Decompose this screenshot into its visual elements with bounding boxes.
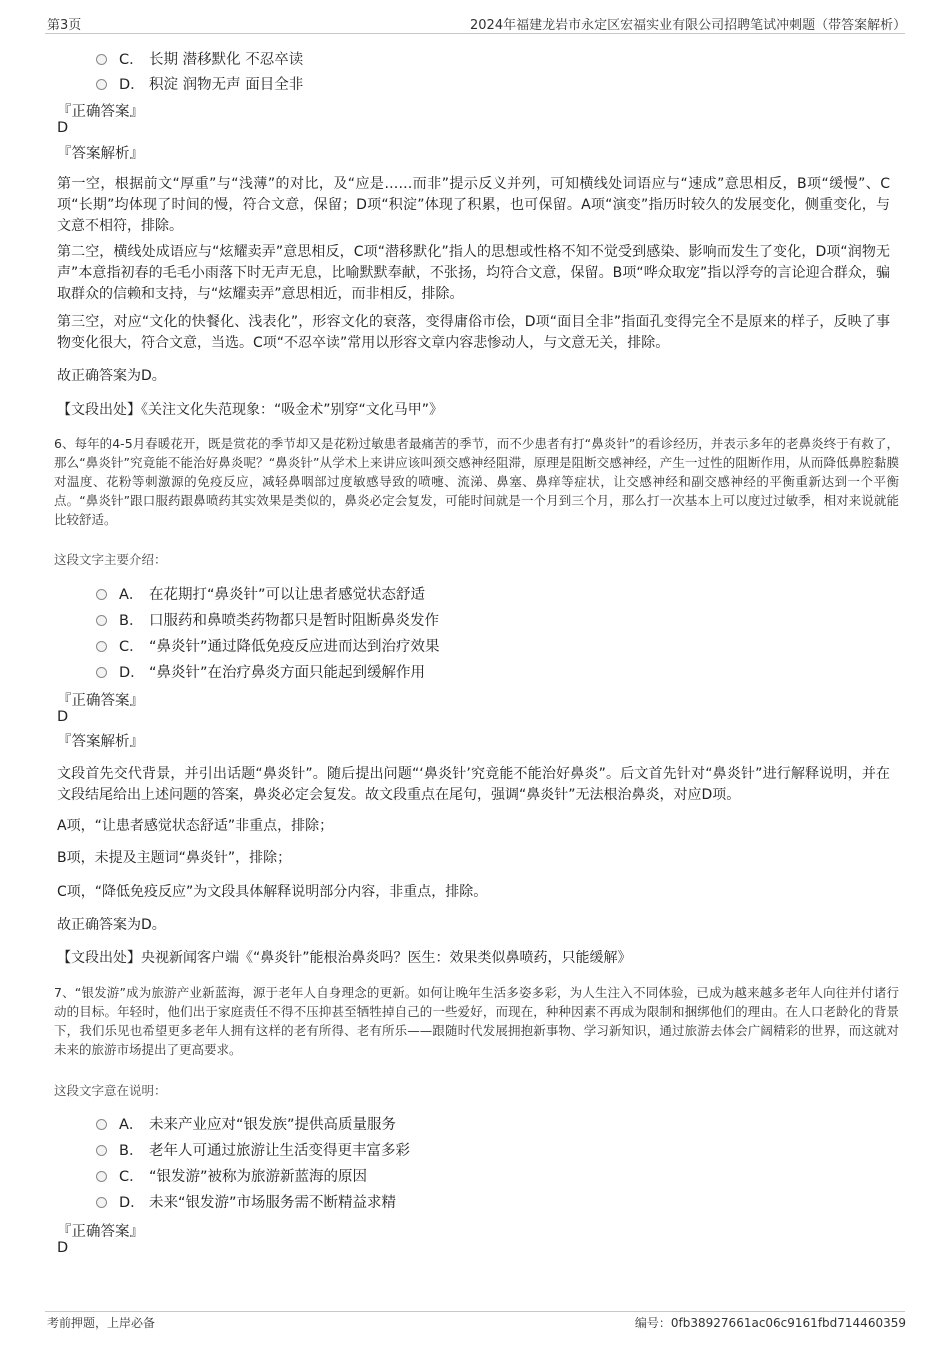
q6-analysis-option-c: C项，“降低免疫反应”为文段具体解释说明部分内容，非重点，排除。 bbox=[57, 884, 488, 900]
radio-icon[interactable] bbox=[96, 1119, 107, 1130]
q5-analysis-paragraph-2: 第二空，横线处成语应与“炫耀卖弄”意思相反，C项“潜移默化”指人的思想或性格不知不觉受到感染、影响而发生了变化，D项“润物无声”本意指初春的毛毛小雨落下时无声无息，比喻默默奉献，不张扬，均符合文意，保留。B项“哗众取宠”指以浮夸的言论迎合群众，骗取群众的信赖和支持，与“炫耀卖弄”意思相近，而非相反，排除。 bbox=[57, 244, 890, 302]
radio-icon[interactable] bbox=[96, 54, 107, 65]
option-text: 长期 潜移默化 不忍卒读 bbox=[149, 51, 304, 68]
document-id: 编号：0fb38927661ac06c9161fbd714460359 bbox=[634, 1316, 906, 1330]
q6-source: 【文段出处】央视新闻客户端《“鼻炎针”能根治鼻炎吗？医生：效果类似鼻喷药，只能缓解》 bbox=[57, 950, 632, 966]
option-letter: C． bbox=[119, 51, 144, 68]
option-letter: C． bbox=[119, 1168, 144, 1185]
q5-analysis-label: 『答案解析』 bbox=[57, 146, 144, 162]
q6-option-d[interactable] bbox=[96, 660, 425, 682]
q7-question-text: 7、“银发游”成为旅游产业新蓝海，源于老年人自身理念的更新。如何让晚年生活多姿多彩，为人生注入不同体验，已成为越来越多老年人向往并付诸行动的目标。年轻时，他们出于家庭责任不得不压抑甚至牺牲掉自己的一些爱好，而现在，种种因素不再成为限制和捆绑他们的理由。在人口老龄化的背景下，我们乐见也希望更多老年人拥有这样的老有所得、老有所乐——跟随时代发展拥抱新事物、学习新知识，通过旅游去体会广阔精彩的世界，而这就对未来的旅游市场提出了更高要求。 bbox=[54, 985, 899, 1057]
radio-icon[interactable] bbox=[96, 641, 107, 652]
q7-option-b[interactable] bbox=[96, 1138, 410, 1160]
q5-analysis-paragraph-3: 第三空，对应“文化的快餐化、浅表化”，形容文化的衰落，变得庸俗市侩，D项“面目全非”指面孔变得完全不是原来的样子，反映了事物变化很大，符合文意，当选。C项“不忍卒读”常用以形容文章内容悲惨动人，与文意无关，排除。 bbox=[57, 314, 890, 351]
q6-analysis-option-b: B项，未提及主题词“鼻炎针”，排除； bbox=[57, 850, 292, 866]
option-text: 未来“银发游”市场服务需不断精益求精 bbox=[149, 1194, 397, 1211]
q6-option-c[interactable] bbox=[96, 634, 440, 656]
q5-conclusion: 故正确答案为D。 bbox=[57, 368, 166, 384]
q6-analysis-paragraph-1: 文段首先交代背景，并引出话题“鼻炎针”。随后提出问题“‘鼻炎针’究竟能不能治好鼻炎”。后文首先针对“鼻炎针”进行解释说明，并在文段结尾给出上述问题的答案，鼻炎必定会复发。故文段重点在尾句，强调“鼻炎针”无法根治鼻炎，对应D项。 bbox=[57, 766, 890, 803]
q5-option-c[interactable] bbox=[96, 47, 303, 69]
page-number: 第3页 bbox=[47, 18, 82, 33]
option-letter: D． bbox=[119, 1194, 145, 1211]
radio-icon[interactable] bbox=[96, 589, 107, 600]
option-text: 在花期打“鼻炎针”可以让患者感觉状态舒适 bbox=[149, 586, 426, 603]
option-text: 未来产业应对“银发族”提供高质量服务 bbox=[149, 1116, 397, 1133]
radio-icon[interactable] bbox=[96, 667, 107, 678]
radio-icon[interactable] bbox=[96, 1197, 107, 1208]
document-title: 2024年福建龙岩市永定区宏福实业有限公司招聘笔试冲刺题（带答案解析） bbox=[470, 18, 907, 33]
q6-option-b[interactable] bbox=[96, 608, 439, 630]
radio-icon[interactable] bbox=[96, 1145, 107, 1156]
q5-option-d[interactable] bbox=[96, 72, 303, 94]
option-text: “银发游”被称为旅游新蓝海的原因 bbox=[149, 1168, 368, 1185]
option-letter: D． bbox=[119, 664, 145, 681]
q6-answer: D bbox=[57, 709, 69, 725]
option-letter: D． bbox=[119, 76, 145, 93]
q6-question-text: 6、每年的4-5月春暖花开，既是赏花的季节却又是花粉过敏患者最痛苦的季节，而不少患者有打“鼻炎针”的看诊经历，并表示多年的老鼻炎终于有救了，那么“鼻炎针”究竟能不能治好鼻炎呢？“鼻炎针”从学术上来讲应该叫颈交感神经阻滞，原理是阻断交感神经，产生一过性的阻断作用，从而降低鼻腔黏膜对温度、花粉等刺激源的免疫反应，减轻鼻咽部过度敏感导致的喷嚏、流涕、鼻塞、鼻痒等症状，让交感神经和副交感神经的平衡重新达到一个平衡点。“鼻炎针”跟口服药跟鼻喷药其实效果是类似的，鼻炎必定会复发，可能时间就是一个月到三个月，那么打一次基本上可以度过过敏季，相对来说就能比较舒适。 bbox=[54, 436, 900, 527]
header-divider bbox=[45, 33, 905, 34]
q5-analysis-paragraph-1: 第一空，根据前文“厚重”与“浅薄”的对比，及“应是……而非”提示反义并列，可知横线处词语应与“速成”意思相反，B项“缓慢”、C项“长期”均体现了时间的慢，符合文意，保留；D项“积淀”体现了积累，也可保留。A项“演变”指历时较久的发展变化，侧重变化，与文意不相符，排除。 bbox=[57, 176, 890, 234]
q6-prompt: 这段文字主要介绍： bbox=[54, 552, 167, 567]
q5-answer: D bbox=[57, 120, 69, 136]
q7-option-d[interactable] bbox=[96, 1190, 396, 1212]
option-letter: A． bbox=[119, 586, 144, 603]
footer-slogan: 考前押题，上岸必备 bbox=[47, 1316, 156, 1330]
option-letter: B． bbox=[119, 1142, 144, 1159]
option-text: 积淀 润物无声 面目全非 bbox=[149, 76, 304, 93]
q7-prompt: 这段文字意在说明： bbox=[54, 1083, 167, 1098]
q6-answer-label: 『正确答案』 bbox=[57, 693, 144, 709]
option-letter: C． bbox=[119, 638, 144, 655]
q7-answer-label: 『正确答案』 bbox=[57, 1224, 144, 1240]
option-letter: A． bbox=[119, 1116, 144, 1133]
option-text: “鼻炎针”在治疗鼻炎方面只能起到缓解作用 bbox=[149, 664, 426, 681]
option-letter: B． bbox=[119, 612, 144, 629]
q7-answer: D bbox=[57, 1240, 69, 1256]
q6-analysis-label: 『答案解析』 bbox=[57, 734, 144, 750]
footer-divider bbox=[45, 1311, 905, 1312]
q6-conclusion: 故正确答案为D。 bbox=[57, 917, 166, 933]
q5-answer-label: 『正确答案』 bbox=[57, 104, 144, 120]
option-text: 口服药和鼻喷类药物都只是暂时阻断鼻炎发作 bbox=[149, 612, 439, 629]
q6-option-a[interactable] bbox=[96, 582, 425, 604]
q7-option-a[interactable] bbox=[96, 1112, 396, 1134]
option-text: 老年人可通过旅游让生活变得更丰富多彩 bbox=[149, 1142, 410, 1159]
radio-icon[interactable] bbox=[96, 79, 107, 90]
q5-source: 【文段出处】《关注文化失范现象：“吸金术”别穿“文化马甲”》 bbox=[57, 402, 444, 418]
radio-icon[interactable] bbox=[96, 615, 107, 626]
q7-option-c[interactable] bbox=[96, 1164, 367, 1186]
option-text: “鼻炎针”通过降低免疫反应进而达到治疗效果 bbox=[149, 638, 440, 655]
radio-icon[interactable] bbox=[96, 1171, 107, 1182]
q6-analysis-option-a: A项，“让患者感觉状态舒适”非重点，排除； bbox=[57, 818, 334, 834]
